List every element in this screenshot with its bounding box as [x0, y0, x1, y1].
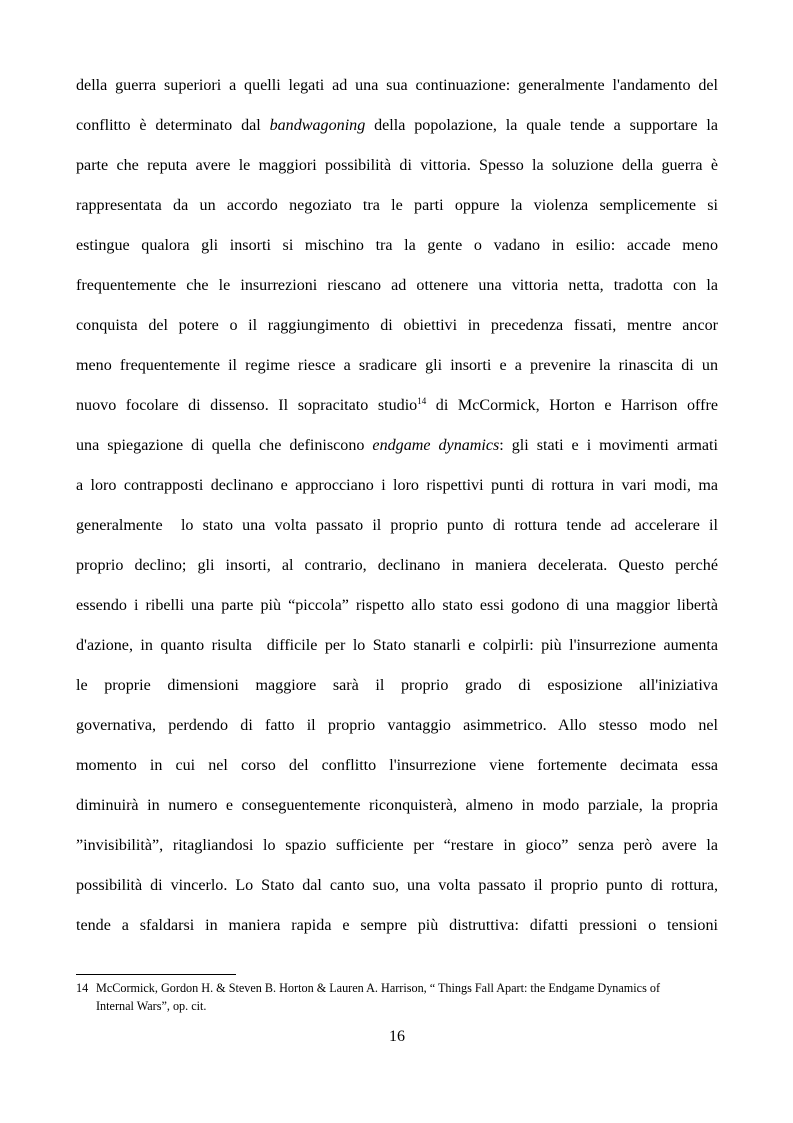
italic-term: endgame dynamics	[372, 437, 500, 454]
text-line-1: della guerra superiori a quelli legati ad una sua continuazione: generalmente l'andamento del	[76, 77, 718, 94]
text-line-21: possibilità di vincerlo. Lo Stato dal canto suo, una volta passato il proprio punto di rottura,	[76, 877, 718, 894]
text-line-6: frequentemente che le insurrezioni riescano ad ottenere una vittoria netta, tradotta con la	[76, 277, 718, 294]
italic-term: bandwagoning	[269, 117, 366, 134]
text-line-18: momento in cui nel corso del conflitto l'insurrezione viene fortemente decimata essa	[76, 757, 718, 774]
body-text	[76, 72, 718, 952]
footnote-line-1	[76, 979, 718, 997]
footnote-text: McCormick, Gordon H. & Steven B. Horton & Lauren A. Harrison, “ Things Fall Apart: the Endgame Dynamics of	[96, 981, 661, 995]
text-line-10: una spiegazione di quella che definiscono endgame dynamics: gli stati e i movimenti armati	[76, 437, 718, 454]
footnote-divider	[76, 974, 236, 975]
footnote-line-2: Internal Wars”, op. cit.	[96, 999, 207, 1013]
text-line-4: rappresentata da un accordo negoziato tra le parti oppure la violenza semplicemente si	[76, 197, 718, 214]
text-line-17: governativa, perdendo di fatto il proprio vantaggio asimmetrico. Allo stesso modo nel	[76, 717, 718, 734]
text-line-15: d'azione, in quanto risulta difficile per lo Stato stanarli e colpirli: più l'insurrezione aumenta	[76, 637, 718, 654]
document-page	[76, 0, 718, 1123]
page-number: 16	[389, 1028, 405, 1045]
text-line-20: ”invisibilità”, ritagliandosi lo spazio sufficiente per “restare in gioco” senza però avere la	[76, 837, 718, 854]
footnote	[76, 979, 718, 1015]
text-line-7: conquista del potere o il raggiungimento di obiettivi in precedenza fissati, mentre ancor	[76, 317, 718, 334]
text-line-14: essendo i ribelli una parte più “piccola” rispetto allo stato essi godono di una maggior libertà	[76, 597, 718, 614]
text-line-3: parte che reputa avere le maggiori possibilità di vittoria. Spesso la soluzione della guerra è	[76, 157, 718, 174]
text-line-12: generalmente lo stato una volta passato il proprio punto di rottura tende ad accelerare il	[76, 517, 718, 534]
footnote-number: 14	[76, 981, 89, 995]
text-line-5: estingue qualora gli insorti si mischino tra la gente o vadano in esilio: accade meno	[76, 237, 718, 254]
footnote-reference[interactable]: 14	[417, 396, 427, 406]
text-line-13: proprio declino; gli insorti, al contrario, declinano in maniera decelerata. Questo perché	[76, 557, 718, 574]
text-line-16: le proprie dimensioni maggiore sarà il proprio grado di esposizione all'iniziativa	[76, 677, 718, 694]
text-line-22: tende a sfaldarsi in maniera rapida e sempre più distruttiva: difatti pressioni o tensioni	[76, 917, 718, 934]
text-line-8: meno frequentemente il regime riesce a sradicare gli insorti e a prevenire la rinascita di un	[76, 357, 718, 374]
text-line-11: a loro contrapposti declinano e approcciano i loro rispettivi punti di rottura in vari modi, ma	[76, 477, 718, 494]
text-line-9: nuovo focolare di dissenso. Il sopracitato studio$^{14}$ di McCormick, Horton e Harrison offre	[76, 396, 718, 414]
text-line-2: conflitto è determinato dal bandwagoning della popolazione, la quale tende a supportare la	[76, 117, 718, 134]
text-line-19: diminuirà in numero e conseguentemente riconquisterà, almeno in modo parziale, la propria	[76, 797, 718, 814]
